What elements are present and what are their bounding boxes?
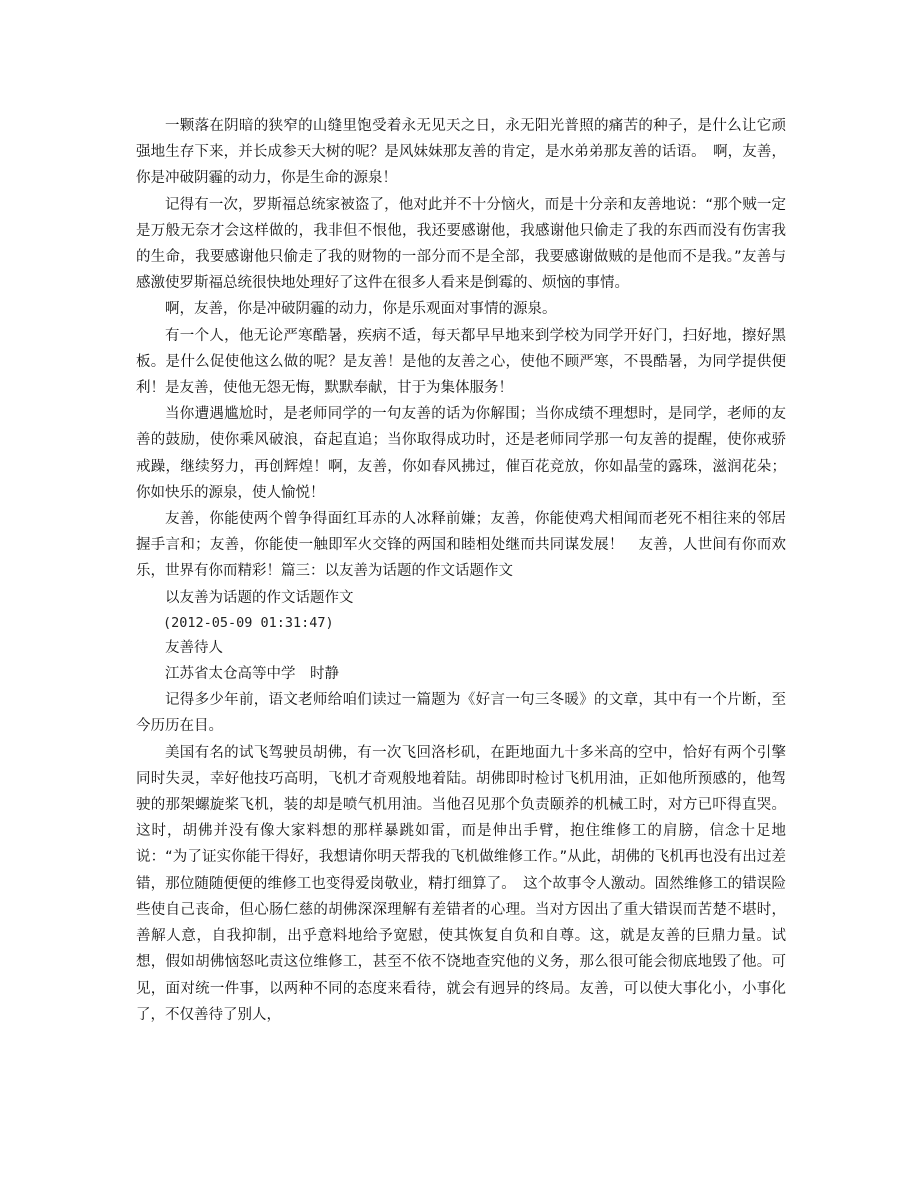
author-line: 江苏省太仓高等中学 时静	[165, 666, 339, 683]
essay-paragraph: 记得多少年前，语文老师给咱们读过一篇题为《好言一句三冬暖》的文章，其中有一个片断，至今历历在目。	[136, 692, 786, 735]
paragraph: 啊，友善，你是冲破阴霾的动力，你是乐观面对事情的源泉。	[165, 301, 557, 318]
paragraph: 有一个人，他无论严寒酷暑，疾病不适，每天都早早地来到学校为同学开好门，扫好地，擦好黑板。是什么促使他这么做的呢？是友善！是他的友善之心，使他不顾严寒，不畏酷暑，为同学提供便利！是友善，使他无怨无悔，默默奉献，甘于为集体服务！	[136, 327, 786, 397]
paragraph: 记得有一次，罗斯福总统家被盗了，他对此并不十分恼火，而是十分亲和友善地说：“那个贼一定是万般无奈才会这样做的，我非但不恨他，我还要感谢他，我感谢他只偷走了我的东西而没有伤害我的生命，我要感谢他只偷走了我的财物的一部分而不是全部，我要感谢做贼的是他而不是我。”友善与感激使罗斯福总统很快地处理好了这件在很多人看来是倒霉的、烦恼的事情。	[136, 196, 786, 292]
article-title: 以友善为话题的作文话题作文	[165, 589, 354, 606]
paragraph: 当你遭遇尴尬时，是老师同学的一句友善的话为你解围；当你成绩不理想时，是同学，老师的友善的鼓励，使你乘风破浪，奋起直追；当你取得成功时，还是老师同学那一句友善的提醒，使你戒骄戒躁，继续努力，再创辉煌！啊，友善，你如春风拂过，催百花竞放，你如晶莹的露珠，滋润花朵；你如快乐的源泉，使人愉悦！	[136, 406, 786, 501]
essay-paragraph: 美国有名的试飞驾驶员胡佛，有一次飞回洛杉矶，在距地面九十多米高的空中，恰好有两个引擎同时失灵，幸好他技巧高明，飞机才奇观般地着陆。胡佛即时检讨飞机用油，正如他所预感的，他驾驶的那架螺旋桨飞机，装的却是喷气机用油。当他召见那个负责颐养的机械工时，对方已吓得直哭。这时，胡佛并没有像大家料想的那样暴跳如雷，而是伸出手臂，抱住维修工的肩膀，信念十足地说：“为了证实你能干得好，我想请你明天帮我的飞机做维修工作。”从此，胡佛的飞机再也没有出过差错，那位随随便便的维修工也变得爱岗敬业，精打细算了。 这个故事令人激动。固然维修工的错误险些使自己丧命，但心肠仁慈的胡佛深深理解有差错者的心理。当对方因出了重大错误而苦楚不堪时，善解人意，自我抑制，出乎意料地给予宽慰，使其恢复自负和自尊。这，就是友善的巨鼎力量。试想，假如胡佛恼怒叱责这位维修工，甚至不依不饶地查究他的义务，那么很可能会彻底地毁了他。可见，面对统一件事，以两种不同的态度来看待，就会有迥异的终局。友善，可以使大事化小，小事化了，不仅善待了别人，	[136, 744, 786, 1023]
document-body	[136, 113, 786, 1028]
paragraph: 友善，你能使两个曾争得面红耳赤的人冰释前嫌；友善，你能使鸡犬相闻而老死不相往来的邻居握手言和；友善，你能使一触即军火交锋的两国和睦相处继而共同谋发展！ 友善，人世间有你而欢乐，世界有你而精彩！篇三：以友善为话题的作文话题作文	[136, 511, 786, 580]
paragraph: 一颗落在阴暗的狭窄的山缝里饱受着永无见天之日，永无阳光普照的痛苦的种子，是什么让它顽强地生存下来，并长成参天大树的呢？是风妹妹那友善的肯定，是水弟弟那友善的话语。 啊，友善，你是冲破阴霾的动力，你是生命的源泉！	[136, 118, 786, 187]
article-date: (2012-05-09 01:31:47)	[163, 614, 334, 631]
essay-title: 友善待人	[165, 639, 223, 656]
